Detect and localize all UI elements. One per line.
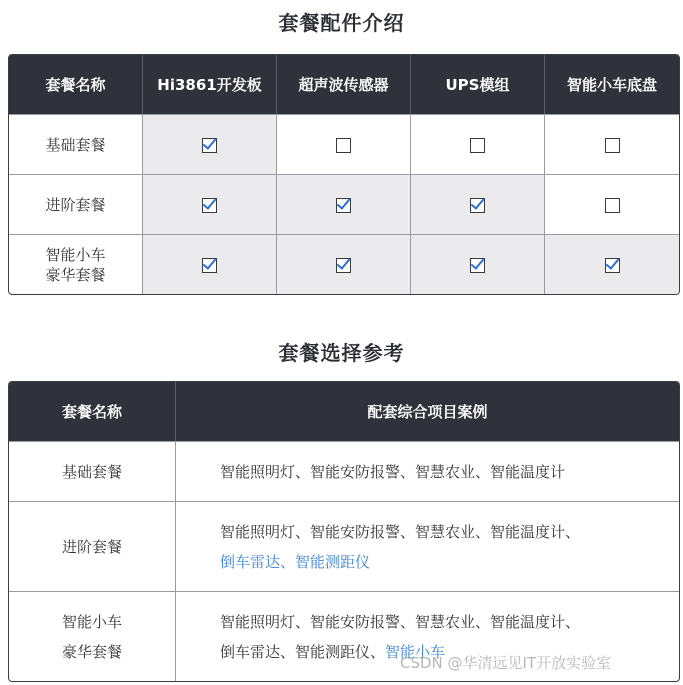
checkbox-cell	[277, 234, 411, 294]
package-name-line: 基础套餐	[45, 135, 106, 154]
unchecked-checkbox-icon	[336, 138, 351, 153]
package-name-cell	[9, 441, 176, 501]
header-ultrasonic-sensor: 超声波传感器	[277, 55, 411, 114]
selection-header-row	[9, 382, 679, 441]
highlighted-project-text: 倒车雷达、智能测距仪	[220, 552, 371, 571]
project-cases-line	[220, 517, 679, 547]
accessories-table	[8, 54, 680, 295]
checkbox-cell	[411, 234, 545, 294]
checkbox-cell	[143, 174, 277, 234]
package-name-line: 进阶套餐	[45, 195, 106, 214]
project-cases-cell	[176, 441, 679, 501]
checked-checkbox-icon	[202, 258, 217, 273]
watermark: CSDN @华清远见IT开放实验室	[400, 654, 612, 672]
table-row	[9, 234, 679, 294]
selection-table	[8, 381, 680, 682]
unchecked-checkbox-icon	[470, 138, 485, 153]
header-car-chassis: 智能小车底盘	[545, 55, 679, 114]
package-name-line: 豪华套餐	[61, 642, 122, 661]
header-hi3861-board: Hi3861开发板	[143, 55, 277, 114]
package-name-line: 智能小车	[61, 612, 122, 631]
checked-checkbox-icon	[336, 258, 351, 273]
package-name	[45, 135, 105, 155]
project-text: 倒车雷达、智能测距仪、	[220, 642, 386, 661]
checkbox-cell	[545, 234, 679, 294]
checkbox-cell	[545, 114, 679, 174]
project-text: 智能照明灯、智能安防报警、智慧农业、智能温度计、	[220, 612, 581, 631]
checked-checkbox-icon	[336, 198, 351, 213]
checkbox-cell	[277, 174, 411, 234]
checked-checkbox-icon	[470, 198, 485, 213]
package-name-cell	[9, 234, 143, 294]
project-cases-line	[220, 607, 679, 637]
project-text: 智能照明灯、智能安防报警、智慧农业、智能温度计、	[220, 522, 581, 541]
unchecked-checkbox-icon	[605, 138, 620, 153]
highlighted-project-text: 智能小车	[385, 642, 446, 661]
project-cases-cell	[176, 501, 679, 591]
accessories-section-title: 套餐配件介绍	[278, 11, 405, 35]
package-name-line: 豪华套餐	[45, 265, 106, 284]
table-row	[9, 441, 679, 501]
checked-checkbox-icon	[202, 138, 217, 153]
header-ups-module: UPS模组	[411, 55, 545, 114]
table-row	[9, 174, 679, 234]
package-name-cell	[9, 591, 176, 681]
checkbox-cell	[143, 234, 277, 294]
checked-checkbox-icon	[202, 198, 217, 213]
checkbox-cell	[411, 174, 545, 234]
checkbox-cell	[277, 114, 411, 174]
checkbox-cell	[143, 114, 277, 174]
package-name	[45, 195, 105, 215]
project-cases-line	[220, 547, 679, 577]
package-name	[62, 532, 122, 562]
package-name	[45, 245, 105, 285]
package-name-cell	[9, 174, 143, 234]
package-name-line: 进阶套餐	[61, 537, 122, 556]
selection-section-title: 套餐选择参考	[278, 341, 405, 365]
table-row	[9, 501, 679, 591]
checkbox-cell	[411, 114, 545, 174]
package-name-cell	[9, 114, 143, 174]
project-cases-line	[220, 457, 679, 487]
checked-checkbox-icon	[605, 258, 620, 273]
table-row	[9, 114, 679, 174]
checked-checkbox-icon	[470, 258, 485, 273]
header-package-name: 套餐名称	[9, 382, 176, 441]
unchecked-checkbox-icon	[605, 198, 620, 213]
accessories-header-row	[9, 55, 679, 114]
header-project-cases: 配套综合项目案例	[176, 382, 679, 441]
package-name-line: 智能小车	[45, 245, 106, 264]
package-name-line: 基础套餐	[61, 462, 122, 481]
package-name	[62, 457, 122, 487]
header-package-name: 套餐名称	[9, 55, 143, 114]
checkbox-cell	[545, 174, 679, 234]
project-text: 智能照明灯、智能安防报警、智慧农业、智能温度计	[220, 462, 566, 481]
package-name	[62, 607, 122, 667]
package-name-cell	[9, 501, 176, 591]
